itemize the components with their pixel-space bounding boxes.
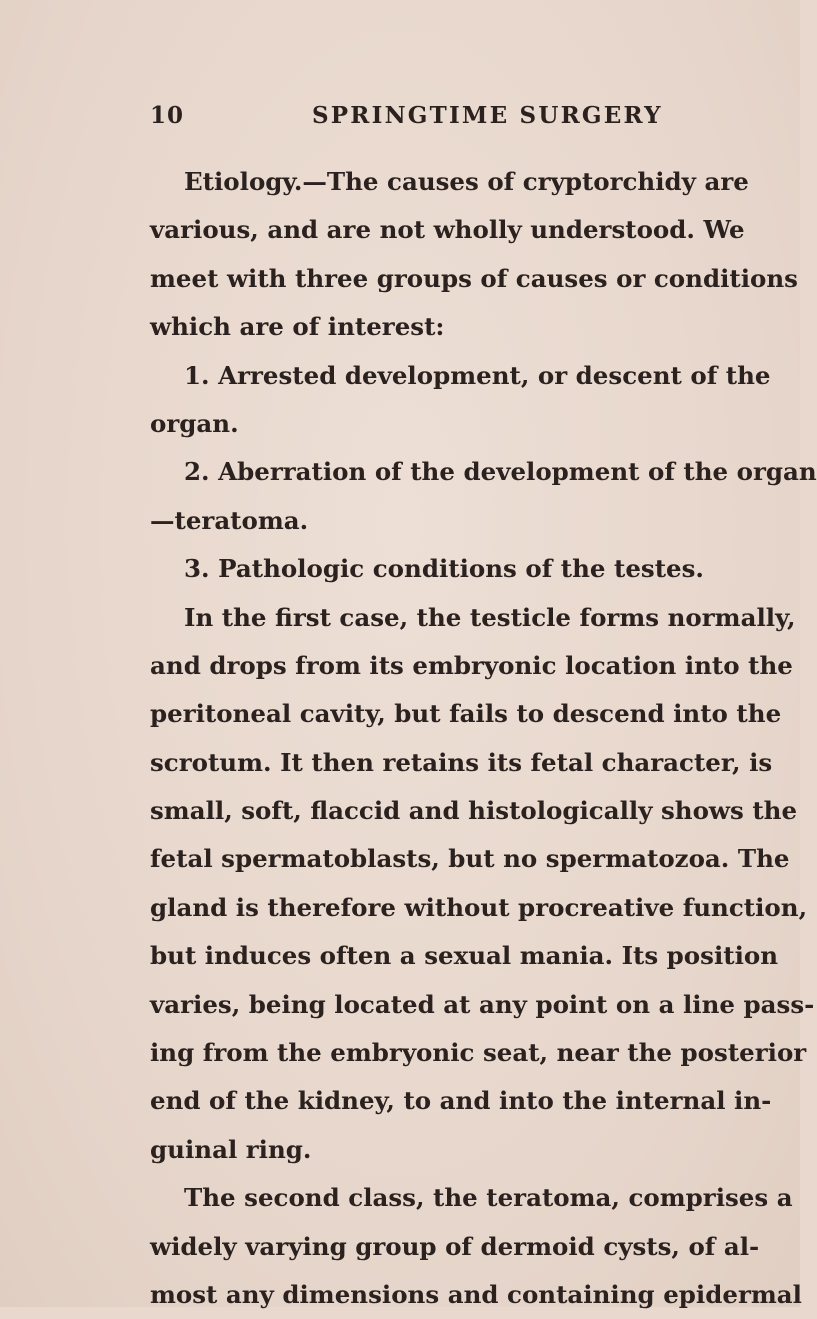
text-line: fetal spermatoblasts, but no spermatozoa. The: [150, 844, 790, 874]
text-line: 2. Aberration of the development of the organ: [184, 457, 817, 487]
text-line: scrotum. It then retains its fetal character, is: [150, 747, 773, 777]
body-text: [150, 158, 817, 1319]
text-line: 1. Arrested development, or descent of the: [184, 360, 771, 390]
text-line: The second class, the teratoma, comprises a: [184, 1183, 793, 1213]
text-line: and drops from its embryonic location into the: [150, 650, 793, 680]
text-line: most any dimensions and containing epidermal: [150, 1279, 802, 1309]
text-line: 3. Pathologic conditions of the testes.: [184, 554, 704, 584]
text-line: meet with three groups of causes or conditions: [150, 263, 798, 293]
text-line: end of the kidney, to and into the internal in-: [150, 1086, 772, 1116]
text-line: varies, being located at any point on a line pass-: [150, 989, 815, 1019]
text-line: In the first case, the testicle forms normally,: [184, 602, 796, 632]
text-line: guinal ring.: [150, 1134, 312, 1164]
page-number: 10: [150, 102, 185, 129]
text-line: —teratoma.: [150, 505, 309, 535]
text-line: but induces often a sexual mania. Its position: [150, 941, 779, 971]
text-line: Etiology.—The causes of cryptorchidy are: [184, 167, 749, 196]
text-line: which are of interest:: [150, 312, 445, 342]
text-line: gland is therefore without procreative function,: [150, 892, 808, 922]
running-title: SPRINGTIME SURGERY: [312, 102, 663, 129]
text-line: peritoneal cavity, but fails to descend into the: [150, 699, 782, 729]
text-line: various, and are not wholly understood. We: [150, 215, 745, 245]
text-line: widely varying group of dermoid cysts, of al-: [150, 1231, 760, 1261]
running-head: [150, 102, 744, 136]
text-line: organ.: [150, 408, 239, 438]
text-line: ing from the embryonic seat, near the posterior: [150, 1038, 807, 1068]
text-line: small, soft, flaccid and histologically shows the: [150, 796, 798, 826]
